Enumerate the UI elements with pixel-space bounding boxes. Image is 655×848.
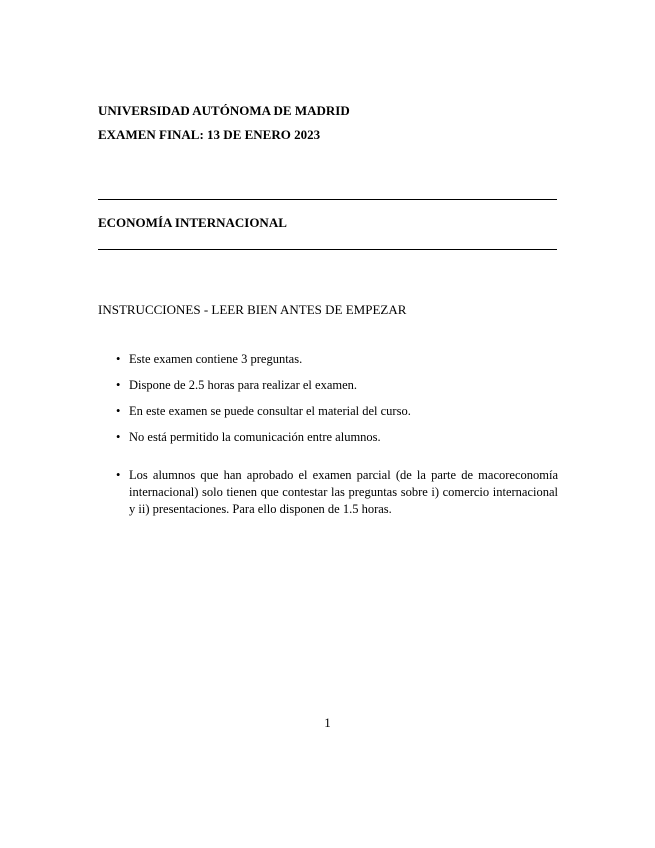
instructions-heading: INSTRUCCIONES - LEER BIEN ANTES DE EMPEZAR <box>98 302 407 317</box>
bullet-icon: • <box>116 468 121 482</box>
instructions-list <box>116 351 558 455</box>
list-item-text: Este examen contiene 3 preguntas. <box>129 352 303 366</box>
list-item <box>116 429 558 445</box>
list-item <box>116 467 558 518</box>
list-item <box>116 377 558 393</box>
extra-instructions-list <box>116 467 558 518</box>
exam-title: EXAMEN FINAL: 13 DE ENERO 2023 <box>98 127 321 142</box>
list-item-text: No está permitido la comunicación entre alumnos. <box>129 430 381 444</box>
list-item <box>116 403 558 419</box>
bullet-icon: • <box>116 404 121 418</box>
bullet-icon: • <box>116 378 121 392</box>
university-name: UNIVERSIDAD AUTÓNOMA DE MADRID <box>98 103 350 118</box>
bottom-rule <box>98 249 557 250</box>
bullet-icon: • <box>116 352 121 366</box>
list-item-text: Dispone de 2.5 horas para realizar el examen. <box>129 378 358 392</box>
list-item-text: En este examen se puede consultar el material del curso. <box>129 404 411 418</box>
list-item-text: Los alumnos que han aprobado el examen parcial (de la parte de macoreconomía internacional) solo tienen que contestar las preguntas sobre i) comercio internacional y ii) presentaciones. Para ello disponen de 1.5 horas. <box>129 468 558 516</box>
list-item <box>116 351 558 367</box>
course-title: ECONOMÍA INTERNACIONAL <box>98 215 287 230</box>
page-number: 1 <box>324 715 331 730</box>
top-rule <box>98 199 557 200</box>
bullet-icon: • <box>116 430 121 444</box>
